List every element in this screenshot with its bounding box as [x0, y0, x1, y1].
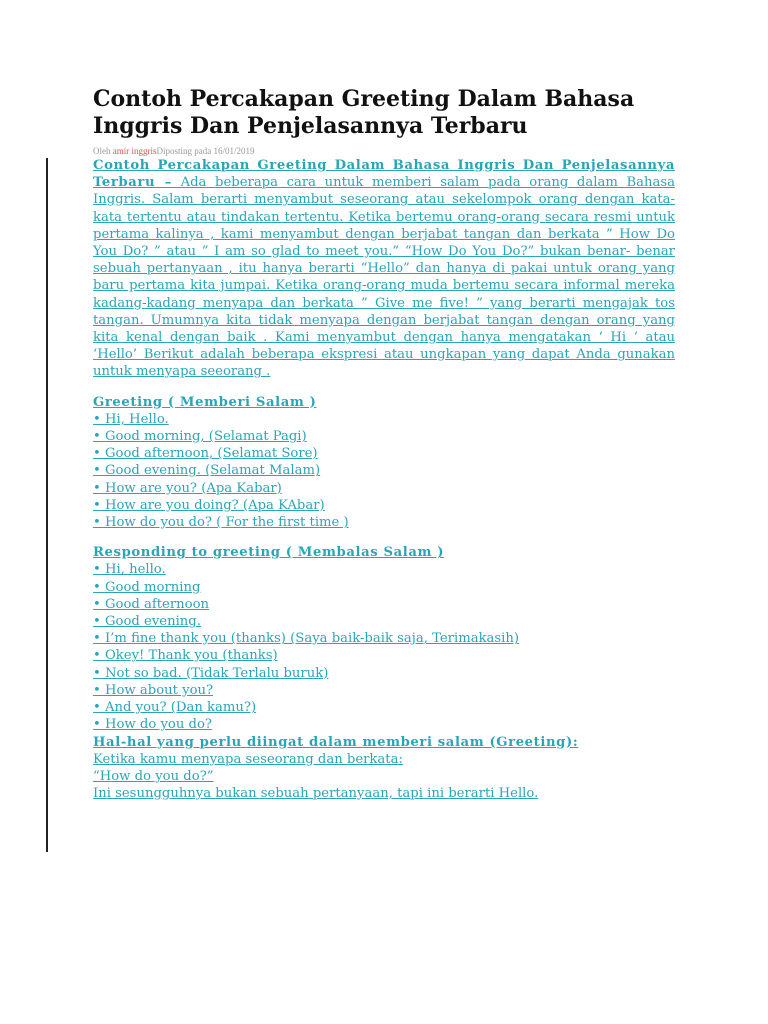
responding-list-item[interactable]: • Good morning: [93, 579, 201, 595]
intro-lead-link[interactable]: Contoh Percakapan Greeting Dalam Bahasa Inggris Dan Penjelasannya Terbaru –: [93, 158, 675, 191]
remember-line[interactable]: “How do you do?”: [93, 768, 214, 784]
greeting-list-item[interactable]: • Good evening. (Selamat Malam): [93, 463, 321, 479]
remember-line[interactable]: Ketika kamu menyapa seseorang dan berkata:: [93, 751, 403, 767]
responding-list-item[interactable]: • Good evening.: [93, 614, 201, 630]
responding-section: [93, 544, 675, 733]
responding-list-item[interactable]: • And you? (Dan kamu?): [93, 700, 257, 716]
greeting-list-item[interactable]: • Good morning, (Selamat Pagi): [93, 429, 307, 445]
remember-line[interactable]: Ini sesungguhnya bukan sebuah pertanyaan, tapi ini berarti Hello.: [93, 786, 539, 802]
responding-list-item[interactable]: • Hi, hello.: [93, 562, 166, 578]
responding-heading[interactable]: Responding to greeting ( Membalas Salam ): [93, 545, 445, 561]
left-margin-rule: [46, 158, 48, 852]
greeting-list-item[interactable]: • Good afternoon, (Selamat Sore): [93, 446, 318, 462]
greeting-list-item[interactable]: • How are you doing? (Apa KAbar): [93, 497, 325, 513]
meta-author-link[interactable]: amir inggris: [112, 146, 157, 156]
remember-section: [93, 734, 675, 803]
remember-heading[interactable]: Hal-hal yang perlu diingat dalam memberi salam (Greeting):: [93, 734, 579, 750]
intro-paragraph[interactable]: [93, 157, 675, 381]
greeting-list: [93, 411, 675, 531]
responding-list-item[interactable]: • Okey! Thank you (thanks): [93, 648, 278, 664]
greeting-list-item[interactable]: • Hi, Hello.: [93, 411, 169, 427]
intro-body-text[interactable]: Ada beberapa cara untuk memberi salam pada orang dalam Bahasa Inggris. Salam berarti menyambut seseorang atau sekelompok orang dengan kata-kata tertentu atau tindakan tertentu. Ketika bertemu orang-orang secara resmi untuk pertama kalinya , kami menyambut dengan berjabat tangan dan berkata ” How Do You Do? ” atau ” I am so glad to meet you.” “How Do You Do?” bukan benar- benar sebuah pertanyaan , itu hanya berarti “Hello” dan hanya di pakai untuk orang yang baru pertama kita jumpai. Ketika orang-orang muda bertemu secara informal mereka kadang-kadang menyapa dan berkata ” Give me five! ” yang berarti mengajak tos tangan. Umumnya kita tidak menyapa dengan berjabat tangan dengan orang yang kita kenal dengan baik . Kami menyambut dengan hanya mengatakan ‘ Hi ‘ atau ‘Hello’ Berikut adalah beberapa ekspresi atau ungkapan yang dapat Anda gunakan untuk menyapa seeorang .: [93, 175, 675, 380]
responding-list: [93, 561, 675, 733]
article-meta: [93, 146, 255, 156]
greeting-section: [93, 394, 675, 532]
article-title: Contoh Percakapan Greeting Dalam Bahasa Inggris Dan Penjelasannya Terbaru: [93, 86, 635, 139]
responding-list-item[interactable]: • Not so bad. (Tidak Terlalu buruk): [93, 665, 329, 681]
meta-posted-date: Diposting pada 16/01/2019: [156, 146, 255, 156]
article-body: [93, 157, 675, 802]
greeting-list-item[interactable]: • How are you? (Apa Kabar): [93, 480, 282, 496]
greeting-heading[interactable]: Greeting ( Memberi Salam ): [93, 394, 317, 410]
responding-list-item[interactable]: • I’m fine thank you (thanks) (Saya baik-baik saja, Terimakasih): [93, 631, 520, 647]
greeting-list-item[interactable]: • How do you do? ( For the first time ): [93, 515, 349, 531]
responding-list-item[interactable]: • Good afternoon: [93, 596, 210, 612]
meta-by-prefix: Oleh: [93, 146, 113, 156]
responding-list-item[interactable]: • How about you?: [93, 682, 214, 698]
responding-list-item[interactable]: • How do you do?: [93, 717, 212, 733]
